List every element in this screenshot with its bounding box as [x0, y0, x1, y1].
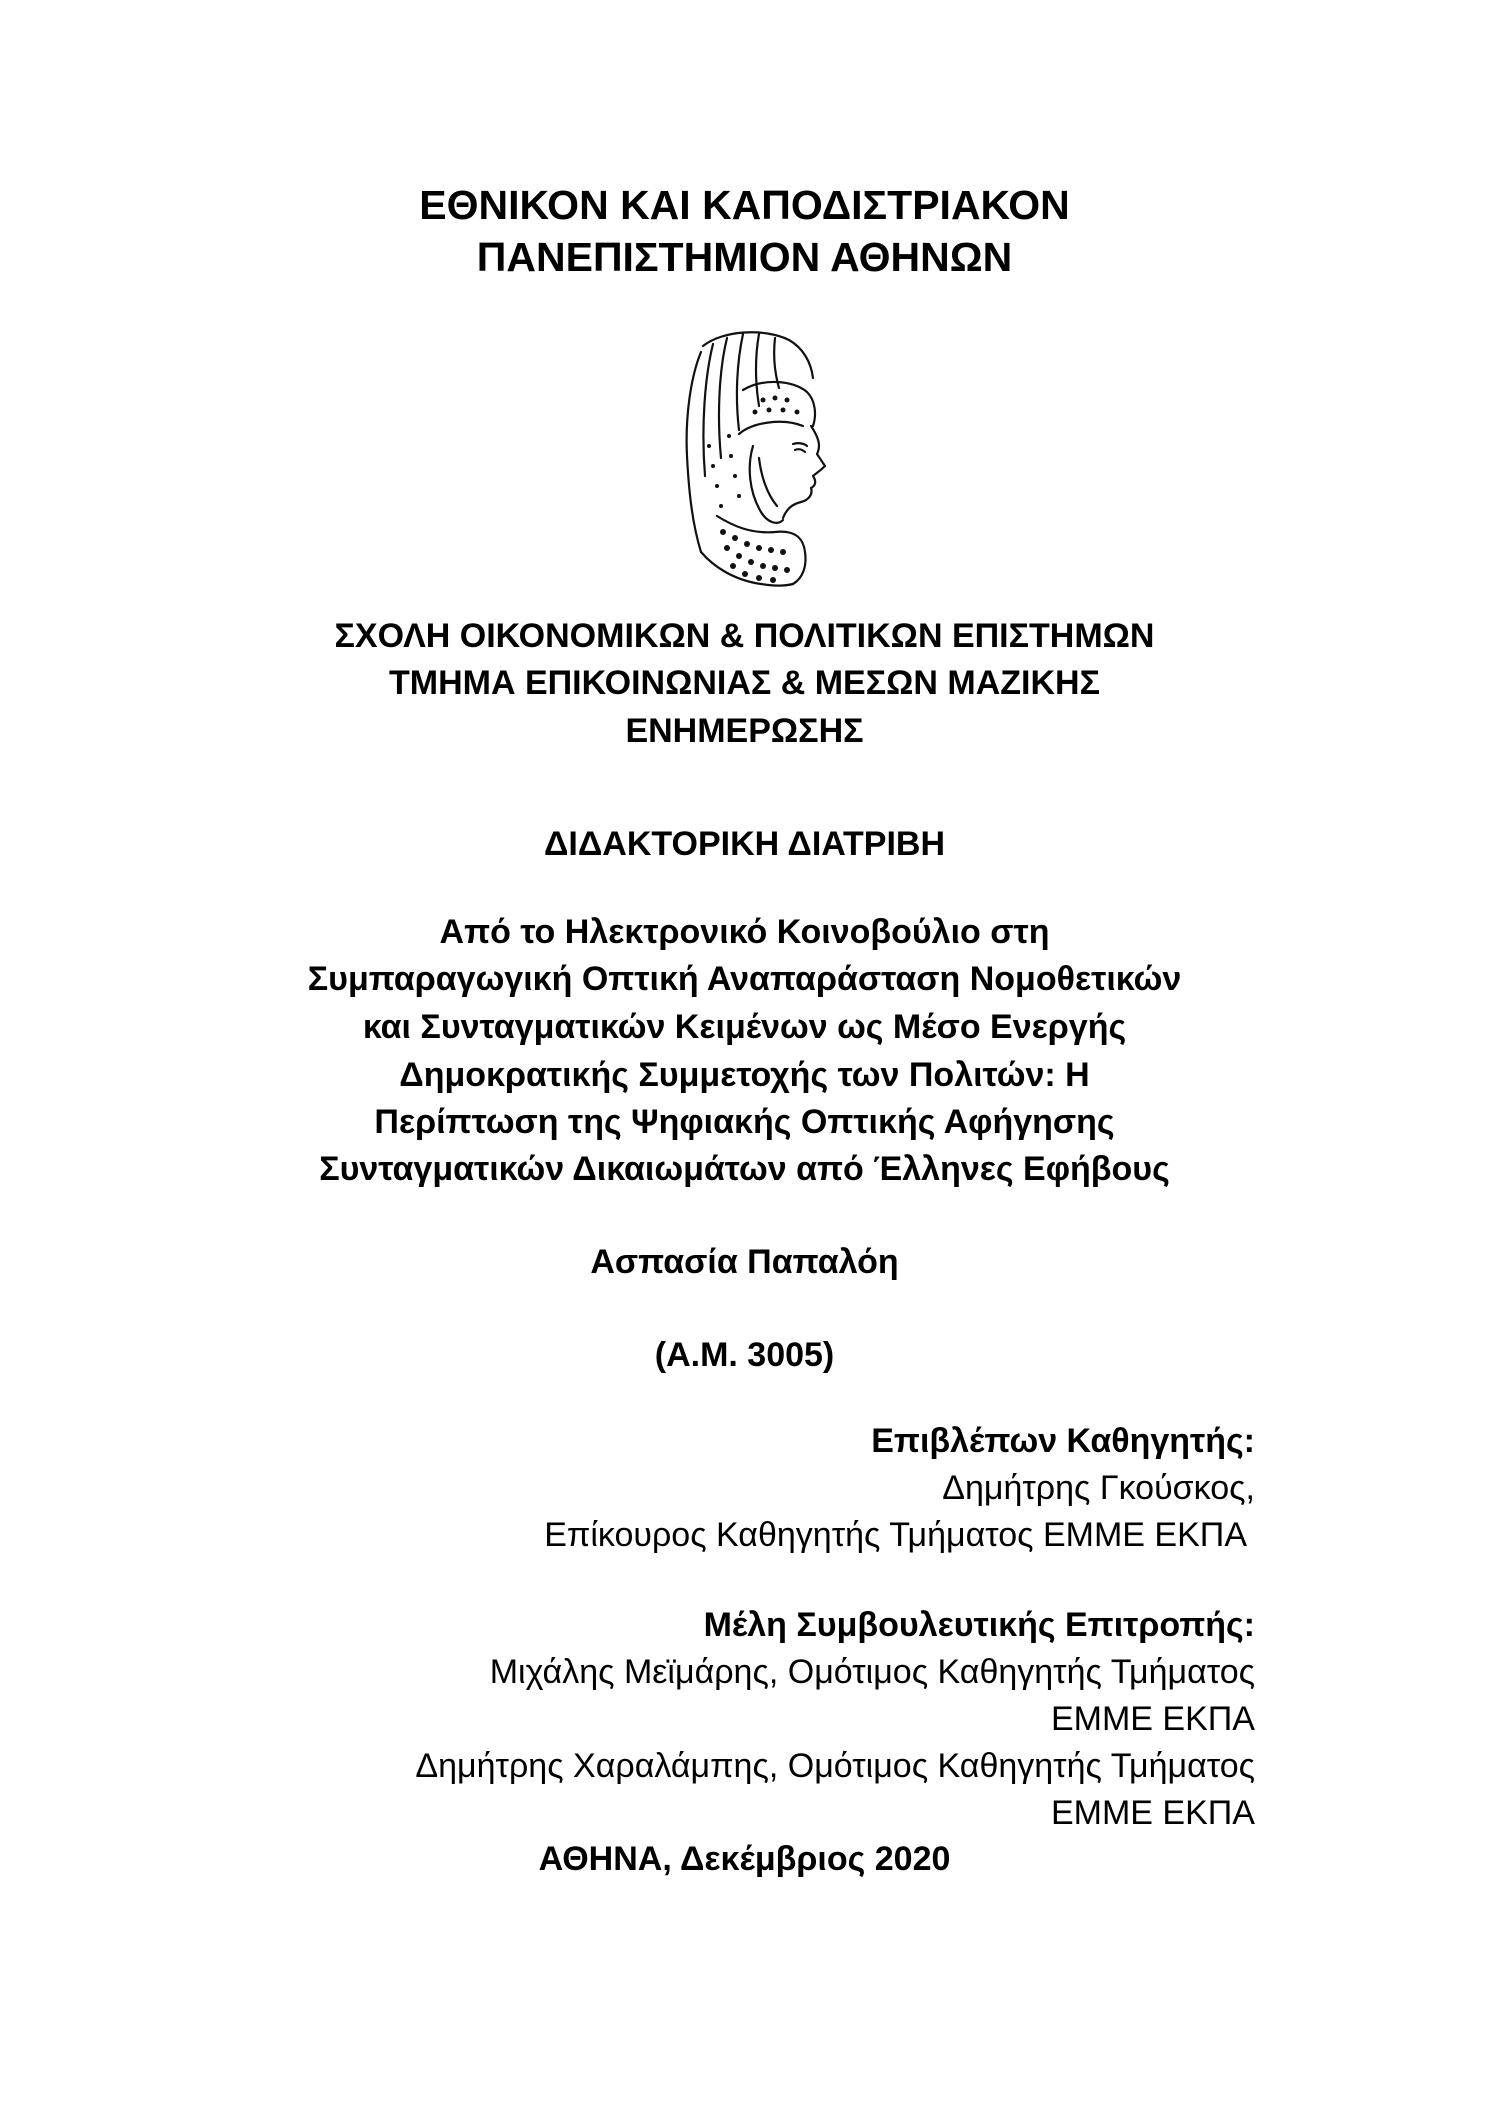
- university-name-line-2: ΠΑΝΕΠΙΣΤΗΜΙΟΝ ΑΘΗΝΩΝ: [476, 234, 1013, 280]
- registration-number: (Α.Μ. 3005): [654, 1336, 835, 1374]
- place-date: ΑΘΗΝΑ, Δεκέμβριος 2020: [538, 1840, 951, 1878]
- thesis-title-line: Από το Ηλεκτρονικό Κοινοβούλιο στη: [439, 913, 1050, 951]
- committee-heading: Μέλη Συμβουλευτικής Επιτροπής:: [703, 1606, 1255, 1644]
- committee-member-2: Δημήτρης Χαραλάμπης, Ομότιμος Καθηγητής Τμήματος: [415, 1747, 1255, 1785]
- thesis-title-line: Περίπτωση της Ψηφιακής Οπτικής Αφήγησης: [374, 1103, 1115, 1141]
- committee-member-1: Μιχάλης Μεϊμάρης, Ομότιμος Καθηγητής Τμήματος: [489, 1653, 1255, 1691]
- committee-member-2-affiliation: ΕΜΜΕ ΕΚΠΑ: [1050, 1794, 1255, 1832]
- thesis-title-line: Συνταγματικών Δικαιωμάτων από Έλληνες Εφήβους: [319, 1150, 1170, 1188]
- supervisor-heading: Επιβλέπων Καθηγητής:: [871, 1422, 1255, 1460]
- school-name: ΣΧΟΛΗ ΟΙΚΟΝΟΜΙΚΩΝ & ΠΟΛΙΤΙΚΩΝ ΕΠΙΣΤΗΜΩΝ: [334, 617, 1155, 655]
- thesis-title-line: Δημοκρατικής Συμμετοχής των Πολιτών: Η: [399, 1056, 1090, 1094]
- supervisor-position: Επίκουρος Καθηγητής Τμήματος ΕΜΜΕ ΕΚΠΑ: [544, 1516, 1247, 1554]
- university-name-line-1: ΕΘΝΙΚΟΝ ΚΑΙ ΚΑΠΟΔΙΣΤΡΙΑΚΟΝ: [419, 182, 1070, 228]
- supervisor-name: Δημήτρης Γκούσκος,: [942, 1469, 1255, 1507]
- author-name: Ασπασία Παπαλόη: [590, 1243, 899, 1281]
- thesis-title-line: και Συνταγματικών Κειμένων ως Μέσο Ενεργής: [362, 1008, 1127, 1046]
- department-name-line-1: ΤΜΗΜΑ ΕΠΙΚΟΙΝΩΝΙΑΣ & ΜΕΣΩΝ ΜΑΖΙΚΗΣ: [388, 664, 1100, 702]
- department-name-line-2: ΕΝΗΜΕΡΩΣΗΣ: [625, 712, 864, 750]
- document-type: ΔΙΔΑΚΤΟΡΙΚΗ ΔΙΑΤΡΙΒΗ: [543, 825, 946, 863]
- athena-head-logo-icon: [643, 326, 839, 592]
- committee-member-1-affiliation: ΕΜΜΕ ΕΚΠΑ: [1050, 1700, 1255, 1738]
- thesis-title-line: Συμπαραγωγική Οπτική Αναπαράσταση Νομοθετικών: [307, 960, 1182, 998]
